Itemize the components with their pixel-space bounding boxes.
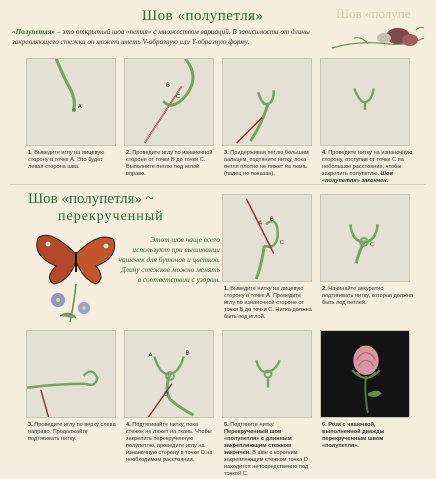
svg-text:C: C [369, 241, 375, 248]
twisted-step4-caption: 4. Подтягивайте нитку, пока стежок не ляжет на ткань. Чтобы закрепить перекрученную полупетлю, проведите иглу на изнаночную сторону в точке D на необходимом расстоянии. [126, 422, 213, 463]
step3-photo [222, 58, 312, 146]
section-divider [10, 184, 426, 185]
svg-text:C: C [175, 94, 181, 101]
floral-decoration-icon [328, 22, 428, 56]
butterfly-flower-illustration-icon [30, 222, 122, 326]
twisted-step5-caption: 5. Подтяните нитку. Перекрученный шов «полупетля» с длинным закрепляющим стежком закончен. В шве с коротким закрепляющим стежком точка D находится непосредственно под точкой С. [224, 422, 309, 477]
step2-photo [124, 58, 214, 146]
twisted-step2-caption: 2. Начинайте аккуратно подтягивать нитку, которая должна быть под петлей. [322, 286, 413, 306]
step4-caption: 4. Проведите нитку на изнаночную сторону, отступив от точки С на небольшое расстояние, чтобы закрепить полупетлю. Шов «полупетля» закончен. [322, 150, 413, 184]
step3-caption: 3. Придерживая петлю большим пальцем, подтяните нитку, пока петля плотно не ляжет на ткань (палец не показан). [224, 150, 309, 177]
step4-photo [320, 58, 410, 146]
svg-text:A: A [258, 220, 263, 227]
section2-description: Этот шов чаще всего используют при вышивании чашечек для бутонов и цветков. Длину стежков можно менять в соответствии с узором. [118, 235, 220, 284]
step1-photo [26, 58, 116, 146]
twisted-step1-photo [222, 194, 312, 282]
section2-title: Шов «полупетля» ~ перекрученный [28, 191, 164, 224]
svg-text:D: D [164, 391, 169, 398]
rose-photo [320, 330, 410, 418]
label-a: A [77, 103, 82, 110]
section1-intro [12, 28, 328, 47]
svg-text:C: C [279, 239, 284, 246]
intro-text: – это открытый шов «петля» с множеством вариаций. В зависимости от длины закрепляющего стежка он может иметь V-образную или Y-образную форму. [12, 28, 310, 46]
step2-caption: 2. Проведите иглу по изнаночной стороне от точки В до точки С. Выполните петлю под иглой вправо. [126, 150, 213, 177]
twisted-step3-caption: 3. Проведите иглу по верху слева направо. Продолжайте подтягивать нитку. [28, 422, 116, 442]
twisted-step3-photo [26, 330, 116, 418]
ghost-title: Шов «полупе [336, 6, 411, 21]
twisted-step2-photo [320, 194, 410, 282]
svg-text:B: B [166, 82, 170, 89]
svg-text:A: A [148, 352, 153, 359]
svg-text:B: B [185, 350, 190, 357]
twisted-step5-photo [222, 330, 312, 418]
section1-title: Шов «полупетля» [142, 8, 264, 24]
twisted-step4-photo [124, 330, 214, 418]
intro-term: «Полупетля» [12, 28, 56, 36]
svg-text:B: B [269, 216, 274, 223]
twisted-step1-caption: 1. Выведите нитку на лицевую сторону в точке А. Проведите иглу по изнаночной стороне от точки В до точки С. Нитка должна быть под иглой. [224, 286, 312, 320]
step1-caption: 1. Выведите иглу на лицевую сторону в точке А. Это будет левая сторона шва. [28, 150, 105, 170]
rose-caption: 6. Роза с чашечкой, выполненной дважды перекрученным швом «полупетля». [322, 422, 385, 449]
